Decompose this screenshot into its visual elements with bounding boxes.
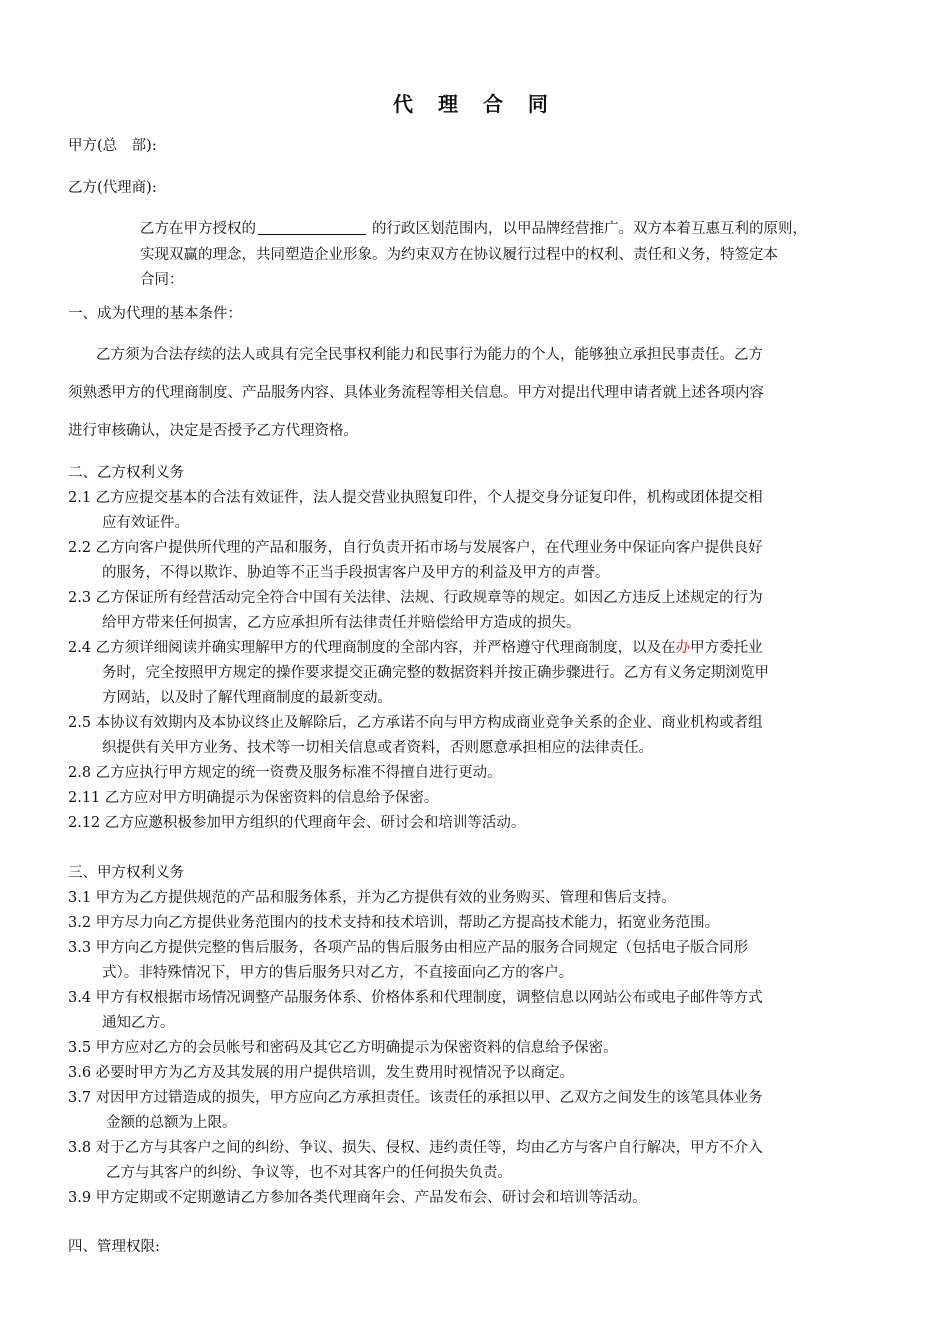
clause-line: 3.4 甲方有权根据市场情况调整产品服务体系、价格体系和代理制度，调整信息以网站公布或电子邮件等方式 — [68, 990, 763, 1006]
clause-line: 式）。非特殊情况下，甲方的售后服务只对乙方，不直接面向乙方的客户。 — [102, 965, 574, 981]
clause-line: 3.5 甲方应对乙方的会员帐号和密码及其它乙方明确提示为保密资料的信息给予保密。 — [68, 1040, 618, 1056]
page-title: 代 理 合 同 — [393, 92, 557, 116]
clause-line: 3.9 甲方定期或不定期邀请乙方参加各类代理商年会、产品发布会、研讨会和培训等活动。 — [68, 1190, 647, 1206]
clause-line: 3.8 对于乙方与其客户之间的纠纷、争议、损失、侵权、违约责任等，均由乙方与客户自行解决，甲方不介入 — [68, 1140, 763, 1156]
clause-text: 甲方委托业 — [690, 640, 763, 656]
clause-line: 3.1 甲方为乙方提供规范的产品和服务体系，并为乙方提供有效的业务购买、管理和售后支持。 — [68, 890, 676, 906]
section-heading: 二、乙方权利义务 — [68, 465, 184, 481]
clause-line: 2.11 乙方应对甲方明确提示为保密资料的信息给予保密。 — [68, 790, 439, 806]
paragraph-line: 进行审核确认，决定是否授予乙方代理资格。 — [68, 423, 358, 439]
clause-line: 2.8 乙方应执行甲方规定的统一资费及服务标准不得擅自进行更动。 — [68, 765, 502, 781]
clause-line: 2.1 乙方应提交基本的合法有效证件，法人提交营业执照复印件，个人提交身分证复印件，机构或团体提交相 — [68, 490, 763, 506]
clause-line: 3.7 对因甲方过错造成的损失，甲方应向乙方承担责任。该责任的承担以甲、乙双方之间发生的该笔具体业务 — [68, 1090, 763, 1106]
clause-line: 金额的总额为上限。 — [106, 1115, 237, 1131]
section-heading: 四、管理权限: — [68, 1239, 160, 1255]
blank-fill-line — [258, 219, 366, 235]
clause-line: 乙方与其客户的纠纷、争议等，也不对其客户的任何损失负责。 — [106, 1165, 512, 1181]
preamble-line: 合同： — [140, 272, 184, 288]
clause-line: 方网站，以及时了解代理商制度的最新变动。 — [102, 690, 392, 706]
section-heading: 三、甲方权利义务 — [68, 865, 184, 881]
clause-line: 2.3 乙方保证所有经营活动完全符合中国有关法律、法规、行政规章等的规定。如因乙方违反上述规定的行为 — [68, 590, 763, 606]
clause-line: 应有效证件。 — [102, 515, 189, 531]
party-b-label: 乙方(代理商): — [68, 180, 157, 196]
preamble-line: 实现双赢的理念，共同塑造企业形象。为约束双方在协议履行过程中的权利、责任和义务，特签定本 — [140, 247, 778, 263]
clause-line: 2.5 本协议有效期内及本协议终止及解除后，乙方承诺不向与甲方构成商业竞争关系的企业、商业机构或者组 — [68, 715, 763, 731]
paragraph-line: 乙方须为合法存续的法人或具有完全民事权利能力和民事行为能力的个人，能够独立承担民事责任。乙方 — [96, 347, 763, 363]
clause-line: 2.2 乙方向客户提供所代理的产品和服务，自行负责开拓市场与发展客户，在代理业务中保证向客户提供良好 — [68, 540, 763, 556]
clause-line: 的服务，不得以欺诈、胁迫等不正当手段损害客户及甲方的利益及甲方的声誉。 — [102, 565, 610, 581]
preamble-text: 的行政区划范围内，以甲品牌经营推广。双方本着互惠互利的原则， — [372, 221, 807, 237]
clause-line: 务时，完全按照甲方规定的操作要求提交正确完整的数据资料并按正确步骤进行。乙方有义务定期浏览甲 — [102, 665, 769, 681]
clause-line — [68, 636, 763, 661]
clause-text: 2.4 乙方须详细阅读并确实理解甲方的代理商制度的全部内容，并严格遵守代理商制度，以及在 — [68, 640, 676, 656]
clause-line: 3.6 必要时甲方为乙方及其发展的用户提供培训，发生费用时视情况予以商定。 — [68, 1065, 575, 1081]
clause-line: 3.3 甲方向乙方提供完整的售后服务，各项产品的售后服务由相应产品的服务合同规定（包括电子版合同形 — [68, 940, 749, 956]
preamble-line — [140, 217, 807, 242]
clause-line: 织提供有关甲方业务、技术等一切相关信息或者资料，否则愿意承担相应的法律责任。 — [102, 740, 653, 756]
clause-line: 通知乙方。 — [102, 1015, 175, 1031]
preamble-text: 乙方在甲方授权的 — [140, 221, 256, 237]
highlighted-character: 办 — [675, 640, 691, 656]
clause-line: 2.12 乙方应邀积极参加甲方组织的代理商年会、研讨会和培训等活动。 — [68, 815, 526, 831]
section-heading: 一、成为代理的基本条件： — [68, 306, 242, 322]
party-a-label: 甲方(总 部): — [68, 138, 157, 154]
paragraph-line: 须熟悉甲方的代理商制度、产品服务内容、具体业务流程等相关信息。甲方对提出代理申请者就上述各项内容 — [68, 385, 764, 401]
clause-line: 给甲方带来任何损害，乙方应承担所有法律责任并赔偿给甲方造成的损失。 — [102, 615, 581, 631]
clause-line: 3.2 甲方尽力向乙方提供业务范围内的技术支持和技术培训，帮助乙方提高技术能力，拓宽业务范围。 — [68, 915, 720, 931]
